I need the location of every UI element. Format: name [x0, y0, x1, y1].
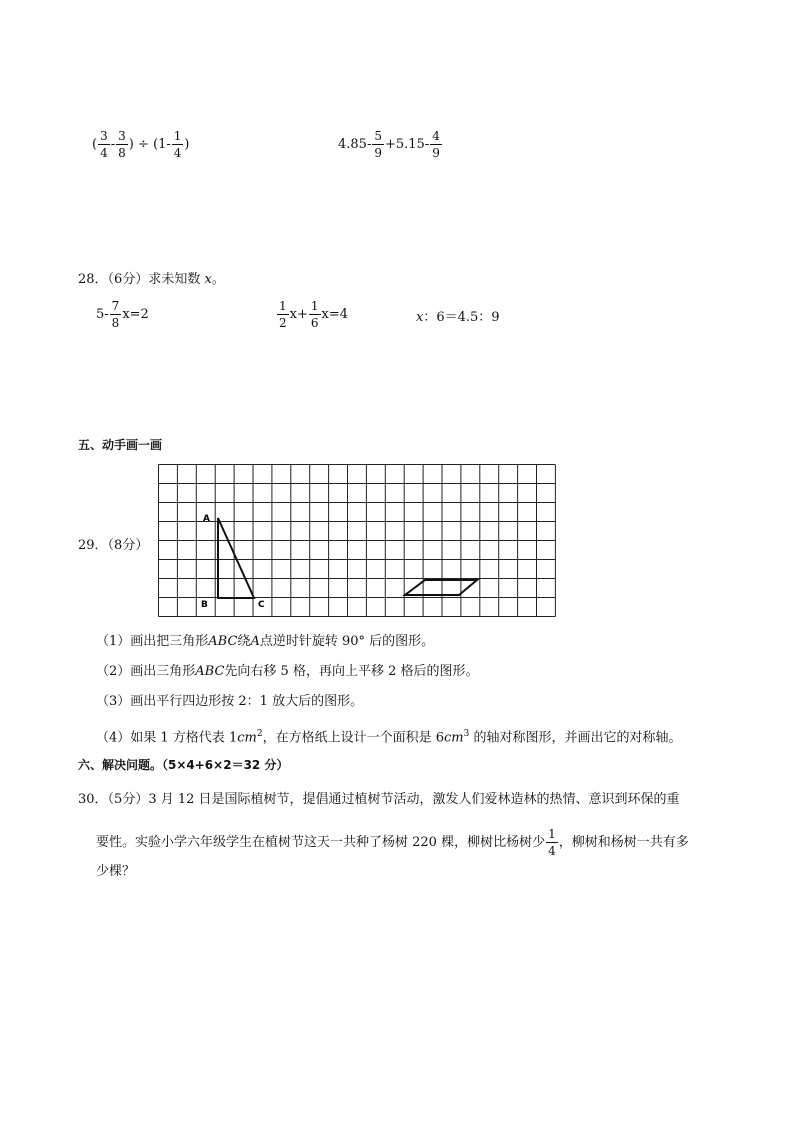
- section-5-title: 五、动手画一画: [78, 438, 163, 452]
- fraction: $\frac{5}{9}$: [374, 129, 382, 160]
- expression-1: ( $\frac{3}{4}$ - $\frac{3}{8}$ ) ÷ (1- $\frac{1}{4}$ ): [92, 129, 190, 160]
- parallelogram: [405, 580, 477, 595]
- q29-item-1: （1）画出把三角形ABC绕A点逆时针旋转 90° 后的图形。: [96, 634, 435, 649]
- q29-item-4: （4）如果 1 方格代表 $1cm^2$，在方格纸上设计一个面积是 $6cm^3$ 的轴对称图形，并画出它的对称轴。: [96, 729, 682, 746]
- q29-item-3: （3）画出平行四边形按 2：1 放大后的图形。: [96, 694, 364, 709]
- fraction: $\frac{4}{9}$: [432, 129, 440, 160]
- equation-3: x：6＝4.5：9: [416, 310, 500, 325]
- fraction: $\frac{3}{8}$: [118, 129, 126, 160]
- fraction: $\frac{1}{2}$: [279, 299, 287, 330]
- q30-line-3: 少棵？: [96, 864, 136, 879]
- q29-item-2: （2）画出三角形ABC先向右移 5 格，再向上平移 2 格后的图形。: [96, 664, 479, 679]
- expression-2: 4.85- $\frac{5}{9}$ +5.15- $\frac{4}{9}$: [338, 129, 440, 160]
- equation-2: $\frac{1}{2}$ x+ $\frac{1}{6}$ x=4: [279, 299, 349, 330]
- grid-figure: [158, 464, 558, 618]
- question-29-label: 29．（8分）: [78, 538, 149, 553]
- fraction: $\frac{1}{4}$: [173, 129, 182, 160]
- q30-line-2: 要性。实验小学六年级学生在植树节这天一共种了杨树 220 棵，柳树比杨树少 $\frac{1}{4}$ ，柳树和杨树一共有多: [96, 827, 689, 858]
- q30-line-1: 30．（5分）3 月 12 日是国际植树节，提倡通过植树节活动，激发人们爱林造林的热情、意识到环保的重: [78, 792, 680, 807]
- question-28-label: 28．（6分）求未知数 x。: [78, 272, 225, 287]
- fraction: $\frac{3}{4}$: [100, 129, 108, 160]
- fraction: $\frac{1}{6}$: [310, 299, 319, 330]
- point-b-label: B: [201, 600, 208, 610]
- section-6-title: 六、解决问题。（5×4+6×2＝32 分）: [78, 758, 289, 772]
- fraction: $\frac{7}{8}$: [111, 299, 120, 330]
- triangle-abc: [218, 518, 254, 598]
- fraction: $\frac{1}{4}$: [548, 827, 556, 858]
- equation-1: 5- $\frac{7}{8}$ x=2: [96, 299, 149, 330]
- point-a-label: A: [203, 514, 210, 524]
- point-c-label: C: [258, 600, 265, 610]
